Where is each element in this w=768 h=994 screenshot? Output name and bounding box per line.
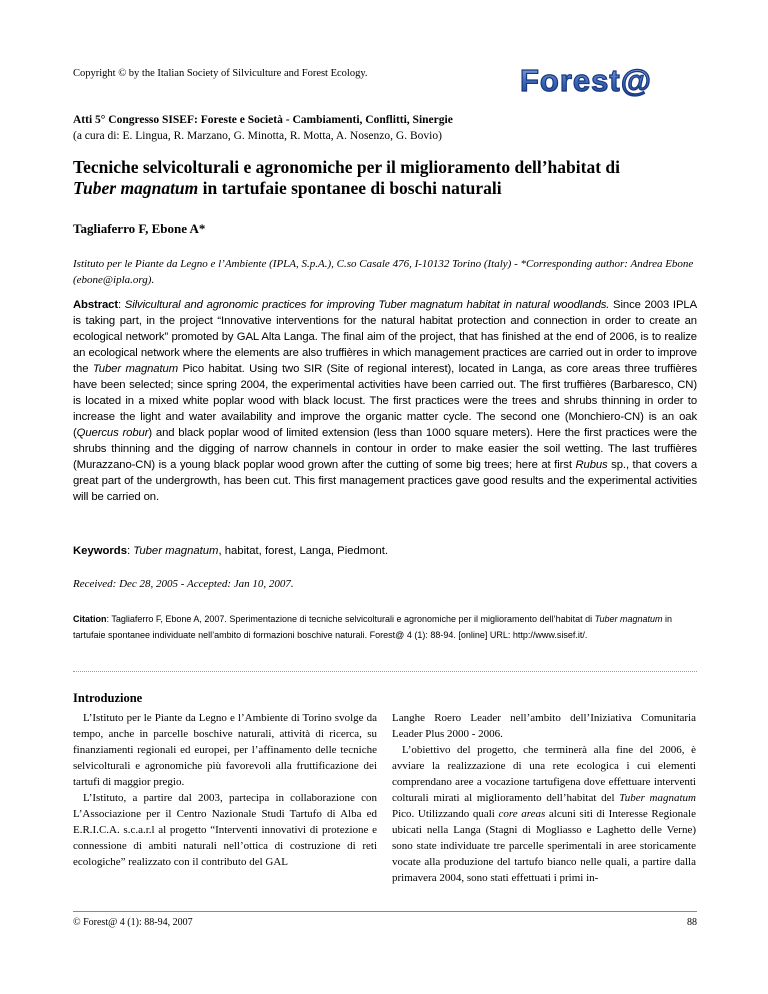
body-column-left — [73, 690, 377, 870]
article-title — [73, 157, 713, 199]
forest-logo — [512, 60, 702, 100]
keywords-italic: Tuber magnatum — [133, 545, 219, 557]
logo-wordmark: Forest@ — [520, 63, 652, 98]
abstract: Abstract: Silvicultural and agronomic practices for improving Tuber magnatum habitat in natural woodlands. Since 2003 IPLA is taking part, in the project “Innovative interventions for the natural habitat protection and connection in order to create an ecological network” promoted by GAL Alta Langa. The final aim of the project, that has finished at the end of 2006, is to realize an ecological network where the elements are also truffières in which management practices are carried out in order to improve the Tuber magnatum Pico habitat. Using two SIR (Site of regional interest), located in Langa, as core areas three truffières have been selected; since spring 2004, the experimental activities have been carried out. The first truffières (Barbaresco, CN) is located in a mixed white poplar wood with black locust. The first practices were the trees and shrubs thinning in order to increase the light and water availability and improve the organic matter cycle. The second one (Monchiero-CN) is an oak (Quercus robur) and black poplar wood of limited extension (less than 1000 square meters). Here the first practices were the shrubs thinning and the digging of narrow channels in contour in order to make easier the soil wetting. The last truffières (Murazzano-CN) is a young black poplar wood grown after the cutting of some big trees; here at first Rubus sp., that covers a great part of the undergrowth, has been cut. This first management practices gave good results and the experimental activities will be carried on. — [73, 299, 698, 503]
paragraph-text: alcuni siti di Interesse Regionale ubicati nella Langa (Stagni di Mogliasso e Laghetto delle Verne) sono state individuate tre parcelle sperimentali in aree storicamente vocate alla produzione del tartufo bianco nelle quali, a partire dalla primavera 2004, sono stati effettuati i primi in- — [392, 808, 696, 884]
page-number: 88 — [687, 917, 697, 928]
abstract-label: Abstract — [73, 299, 119, 311]
keywords-label: Keywords — [73, 545, 127, 557]
article-authors: Tagliaferro F, Ebone A* — [73, 221, 206, 236]
citation-label: Citation — [73, 614, 107, 624]
author-affiliation: Istituto per le Piante da Legno e l’Ambiente (IPLA, S.p.A.), C.so Casale 476, I-10132 Torino (Italy) - *Corresponding author: Andrea Ebone (ebone@ipla.org). — [73, 258, 694, 286]
conference-editors: (a cura di: E. Lingua, R. Marzano, G. Minotta, R. Motta, A. Nosenzo, G. Bovio) — [73, 130, 442, 142]
paragraph: L’Istituto, a partire dal 2003, partecipa in collaborazione con L’Associazione per il Centro Nazionale Studi Tartufo di Alba ed E.R.I.C.A. s.c.a.r.l al progetto “Interventi innovativi di protezione e connessione di ambiti naturali nell’ottica di costruzione di reti ecologiche” realizzato con il contributo del GAL — [73, 792, 377, 868]
abstract-text-1: Since 2003 IPLA is taking part, in the project “Innovative interventions for the natural habitat protection and connection in order to create an ecological network” promoted by GAL Alta Langa. The final aim of the project, that has finished at the end of 2006, is to realize an ecological network where the elements are also truffières in which management practices are carried out in order to improve the — [73, 299, 698, 375]
abstract-text-2: Pico habitat. Using two SIR (Site of regional interest), located in Langa, as core areas three truffières have been selected; since spring 2004, the experimental activities have been carried out. The first truffières (Barbaresco, CN) is located in a mixed white poplar wood with black locust. The first practices were the trees and shrubs thinning in order to increase the light and water availability and improve the organic matter cycle. The second one (Monchiero-CN) is an oak ( — [73, 363, 697, 439]
section-divider — [73, 671, 697, 672]
section-title: Introduzione — [73, 691, 143, 705]
paragraph-text: L’obiettivo del progetto, che terminerà alla fine del 2006, è avviare la realizzazione di una rete ecologica i cui elementi comprendano aree a vocazione tartufigena dove effettuare interventi colturali mirati al miglioramento dell’habitat del — [392, 744, 696, 804]
conference-info — [73, 112, 703, 144]
body-column-right — [392, 710, 696, 886]
title-part2: in tartufaie spontanee di boschi naturali — [198, 178, 502, 198]
citation-italic: Tuber magnatum — [594, 614, 663, 624]
paragraph: L’Istituto per le Piante da Legno e l’Ambiente di Torino svolge da tempo, anche in parcelle boschive naturali, attività di ricerca, su finanziamenti regionali ed europei, per l’affinamento delle tecniche selvicolturali e agronomiche più favorevoli alla fruttificazione dei tartufi di maggior pregio. — [73, 712, 377, 788]
abstract-italic-2: Quercus robur — [76, 427, 149, 439]
keywords-rest: , habitat, forest, Langa, Piedmont. — [218, 545, 389, 557]
paragraph-text: Pico. Utilizzando quali — [392, 808, 499, 820]
citation-text-2: in tartufaie spontanee individuate nell’ambito di formazioni boschive naturali. Forest@ 4 (1): 88-94. [online] URL: http://www.sisef.it/. — [73, 614, 672, 640]
citation — [73, 611, 697, 643]
copyright-notice: Copyright © by the Italian Society of Silviculture and Forest Ecology. — [73, 68, 368, 79]
title-part1: Tecniche selvicolturali e agronomiche per il miglioramento dell’habitat di — [73, 157, 620, 177]
citation-text-1: : Tagliaferro F, Ebone A, 2007. Sperimentazione di tecniche selvicolturali e agronomiche per il miglioramento dell’habitat di — [106, 614, 595, 624]
paragraph — [392, 742, 696, 886]
paragraph-italic: Tuber magnatum — [619, 792, 696, 804]
paragraph-italic: core areas — [498, 808, 546, 820]
title-species: Tuber magnatum — [73, 178, 199, 198]
footer-journal: © Forest@ 4 (1): 88-94, 2007 — [73, 917, 193, 928]
footer-rule — [73, 911, 697, 912]
received-dates: Received: Dec 28, 2005 - Accepted: Jan 10, 2007. — [73, 578, 294, 590]
abstract-text-4: sp., that covers a great part of the undergrowth, has been cut. This first management practices gave good results and the experimental activities will be carried on. — [73, 459, 698, 503]
abstract-italic-1: Tuber magnatum — [92, 363, 179, 375]
keywords: Keywords: Tuber magnatum, habitat, forest, Langa, Piedmont. — [73, 545, 389, 557]
abstract-lead: Silvicultural and agronomic practices for improving Tuber magnatum habitat in natural woodlands. — [124, 299, 610, 311]
paragraph: Langhe Roero Leader nell’ambito dell’Iniziativa Comunitaria Leader Plus 2000 - 2006. — [392, 712, 696, 740]
abstract-text-3: ) and black poplar wood of limited extension (less than 1000 square meters). Here the first practices were the shrubs thinning and the digging of narrow channels in contour in order to make easier the soil wetting. The last truffières (Murazzano-CN) is a young black poplar wood grown after the cutting of some big trees; here at first — [73, 427, 697, 471]
abstract-italic-3: Rubus — [575, 459, 608, 471]
conference-title: Atti 5° Congresso SISEF: Foreste e Società - Cambiamenti, Conflitti, Sinergie — [73, 114, 453, 126]
